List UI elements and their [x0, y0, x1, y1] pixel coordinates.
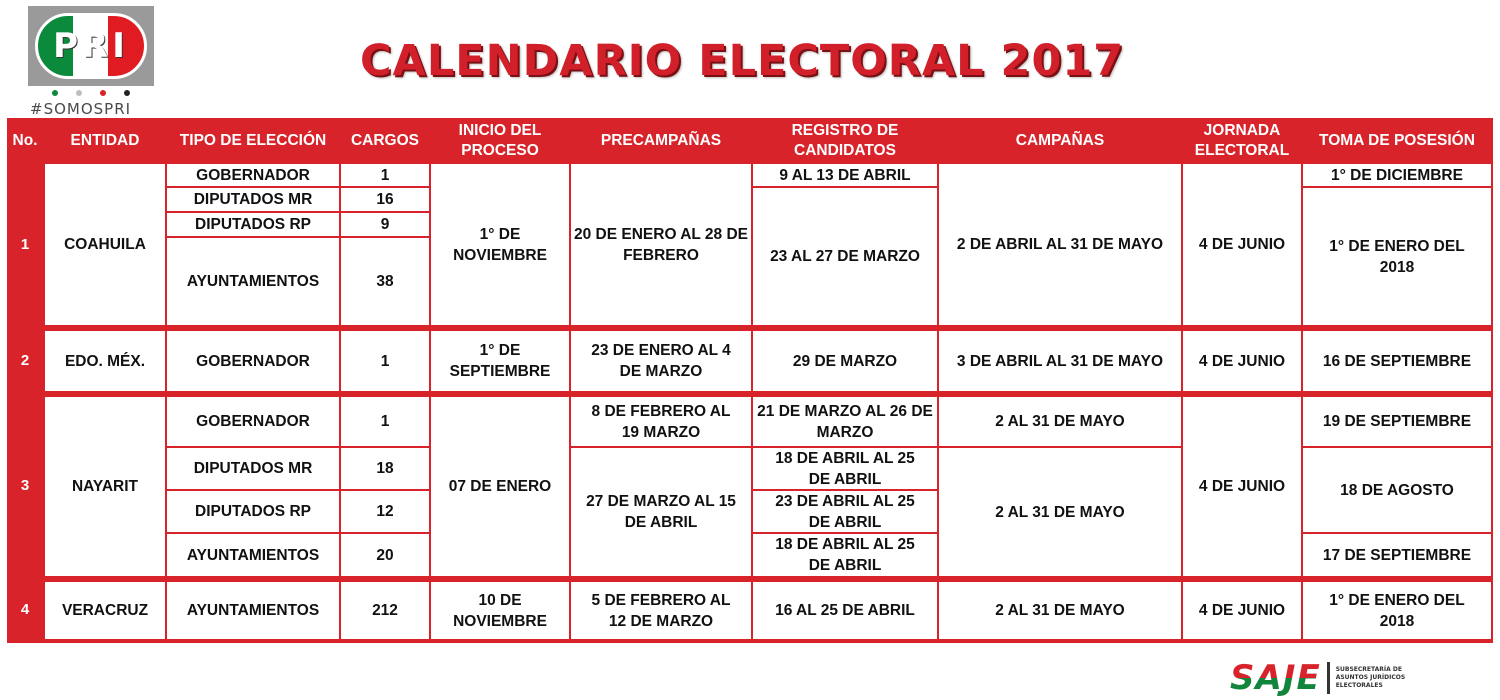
tipo-cell: DIPUTADOS RP [167, 491, 339, 532]
tipo-cell: GOBERNADOR [167, 164, 339, 186]
page-title: CALENDARIO ELECTORAL 2017 [360, 36, 1125, 86]
cargos-cell: 1 [341, 331, 429, 391]
campanas-cell: 2 AL 31 DE MAYO [939, 582, 1181, 639]
header-inicio: INICIO DEL PROCESO [458, 122, 542, 159]
black-dot-icon [124, 90, 130, 96]
green-dot-icon [52, 90, 58, 96]
header-precampanas: PRECAMPAÑAS [600, 132, 722, 149]
inicio-cell: 10 DE NOVIEMBRE [431, 582, 569, 639]
inicio-cell: 1° DE SEPTIEMBRE [431, 331, 569, 391]
header-campanas: CAMPAÑAS [1015, 132, 1105, 149]
registro-cell: 18 DE ABRIL AL 25 DE ABRIL [753, 534, 937, 576]
saje-caption: SUBSECRETARÍA DE ASUNTOS JURÍDICOS ELECTORALES [1335, 666, 1406, 689]
row-number: 1 [20, 236, 30, 253]
red-dot-icon [100, 90, 106, 96]
pri-logo [28, 6, 154, 86]
registro-cell: 18 DE ABRIL AL 25 DE ABRIL [753, 448, 937, 489]
inicio-cell: 07 DE ENERO [431, 397, 569, 576]
registro-cell: 9 AL 13 DE ABRIL [753, 164, 937, 186]
cargos-cell: 212 [341, 582, 429, 639]
header-entidad: ENTIDAD [70, 132, 140, 149]
gray-dot-icon [76, 90, 82, 96]
registro-cell: 29 DE MARZO [753, 331, 937, 391]
registro-cell: 23 AL 27 DE MARZO [753, 188, 937, 325]
registro-cell: 16 AL 25 DE ABRIL [753, 582, 937, 639]
entidad-cell: VERACRUZ [45, 582, 165, 639]
entidad-cell: NAYARIT [45, 397, 165, 576]
jornada-cell: 4 DE JUNIO [1183, 331, 1301, 391]
pri-logo-emblem [35, 13, 147, 79]
inicio-cell: 1° DE NOVIEMBRE [431, 164, 569, 325]
row-number: 4 [20, 601, 30, 618]
cargos-cell: 1 [341, 164, 429, 186]
cargos-cell: 1 [341, 397, 429, 446]
precampanas-cell: 27 DE MARZO AL 15 DE ABRIL [571, 448, 751, 576]
logo-dots [52, 90, 130, 96]
registro-cell: 21 DE MARZO AL 26 DE MARZO [753, 397, 937, 446]
toma-cell: 16 DE SEPTIEMBRE [1303, 331, 1491, 391]
header-registro: REGISTRO DE CANDIDATOS [791, 122, 899, 159]
toma-cell: 1° DE ENERO DEL 2018 [1303, 188, 1491, 325]
campanas-cell: 2 AL 31 DE MAYO [939, 397, 1181, 446]
precampanas-cell: 20 DE ENERO AL 28 DE FEBRERO [571, 164, 751, 325]
row-number: 2 [20, 351, 30, 369]
cargos-cell: 20 [341, 534, 429, 576]
header-no: No. [12, 132, 38, 149]
entidad-cell: COAHUILA [45, 164, 165, 325]
tipo-cell: AYUNTAMIENTOS [167, 238, 339, 325]
header-cargos: CARGOS [350, 132, 420, 149]
hashtag: #SOMOSPRI [30, 100, 132, 118]
campanas-cell: 3 DE ABRIL AL 31 DE MAYO [939, 331, 1181, 391]
saje-logo [1230, 660, 1416, 696]
calendar-table [7, 118, 1493, 643]
header-toma: TOMA DE POSESIÓN [1319, 132, 1475, 149]
tipo-cell: DIPUTADOS RP [167, 213, 339, 236]
registro-cell: 23 DE ABRIL AL 25 DE ABRIL [753, 491, 937, 532]
toma-cell: 17 DE SEPTIEMBRE [1303, 534, 1491, 576]
tipo-cell: DIPUTADOS MR [167, 448, 339, 489]
precampanas-cell: 5 DE FEBRERO AL 12 DE MARZO [571, 582, 751, 639]
cargos-cell: 16 [341, 188, 429, 211]
toma-cell: 19 DE SEPTIEMBRE [1303, 397, 1491, 446]
saje-logo-text: SAJE [1230, 658, 1321, 698]
tipo-cell: GOBERNADOR [167, 397, 339, 446]
cargos-cell: 9 [341, 213, 429, 236]
tipo-cell: DIPUTADOS MR [167, 188, 339, 211]
campanas-cell: 2 AL 31 DE MAYO [939, 448, 1181, 576]
pri-logo-text: PRI [53, 26, 129, 66]
cargos-cell: 18 [341, 448, 429, 489]
cargos-cell: 12 [341, 491, 429, 532]
tipo-cell: GOBERNADOR [167, 331, 339, 391]
header-jornada: JORNADA ELECTORAL [1194, 122, 1290, 159]
header-tipo: TIPO DE ELECCIÓN [179, 132, 327, 149]
toma-cell: 1° DE ENERO DEL 2018 [1303, 582, 1491, 639]
jornada-cell: 4 DE JUNIO [1183, 397, 1301, 576]
precampanas-cell: 8 DE FEBRERO AL 19 MARZO [571, 397, 751, 446]
tipo-cell: AYUNTAMIENTOS [167, 534, 339, 576]
saje-divider [1327, 662, 1330, 694]
toma-cell: 18 DE AGOSTO [1303, 448, 1491, 532]
entidad-cell: EDO. MÉX. [45, 331, 165, 391]
cargos-cell: 38 [341, 238, 429, 325]
tipo-cell: AYUNTAMIENTOS [167, 582, 339, 639]
precampanas-cell: 23 DE ENERO AL 4 DE MARZO [571, 331, 751, 391]
row-number: 3 [20, 477, 30, 494]
jornada-cell: 4 DE JUNIO [1183, 582, 1301, 639]
jornada-cell: 4 DE JUNIO [1183, 164, 1301, 325]
toma-cell: 1° DE DICIEMBRE [1303, 164, 1491, 186]
campanas-cell: 2 DE ABRIL AL 31 DE MAYO [939, 164, 1181, 325]
